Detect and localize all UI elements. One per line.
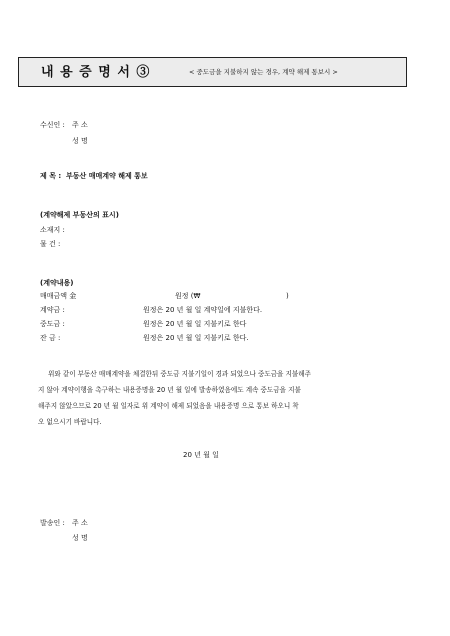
deposit-label: 계약금 : <box>40 306 65 314</box>
price-close: ) <box>286 292 289 300</box>
balance-text: 원정은 20 년 월 일 지불키로 한다. <box>143 334 249 342</box>
date-line: 20 년 월 일 <box>183 451 219 459</box>
price-won: 원정 (₩ <box>175 292 201 300</box>
document-title: 내 용 증 명 서 ③ <box>41 65 151 80</box>
body-line-2: 지 않아 계약이행을 촉구하는 내용증명을 20 년 월 일에 발송하였음에도 계속 중도금을 지불 <box>38 386 301 394</box>
property-location: 소재지 : <box>40 226 65 234</box>
interim-text: 원정은 20 년 월 일 지불키로 한다 <box>143 320 247 328</box>
body-line-4: 오 없으시기 바랍니다. <box>38 418 102 426</box>
property-heading: (계약해제 부동산의 표시) <box>40 211 119 219</box>
interim-label: 중도금 : <box>40 320 65 328</box>
recipient-name: 성 명 <box>72 137 88 145</box>
sender-label: 발송인 : <box>40 519 65 527</box>
sender-address: 주 소 <box>72 519 88 527</box>
balance-label: 잔 금 : <box>40 334 61 342</box>
property-item: 물 건 : <box>40 240 61 248</box>
deposit-text: 원정은 20 년 월 일 계약일에 지불한다. <box>143 306 263 314</box>
recipient-label: 수신인 : <box>40 121 65 129</box>
price-label: 매매금액 金 <box>40 292 77 300</box>
subject-label: 제 목 : <box>40 172 62 180</box>
sender-name: 성 명 <box>72 534 88 542</box>
body-line-3: 해주지 않았으므로 20 년 월 일자로 위 계약이 해제 되었음을 내용증명 으로 통보 하오니 착 <box>38 402 299 410</box>
document-subtitle: < 중도금을 지불하지 않는 경우, 계약 해제 통보시 > <box>189 68 338 76</box>
recipient-address: 주 소 <box>72 121 88 129</box>
subject-value: 부동산 매매계약 해제 통보 <box>66 172 148 180</box>
body-line-1: 위와 같이 부동산 매매계약을 체결한뒤 중도금 지불기일이 경과 되었으나 중도금을 지불해주 <box>48 370 312 378</box>
contract-heading: (계약내용) <box>40 279 74 287</box>
document-title-box <box>18 57 407 87</box>
